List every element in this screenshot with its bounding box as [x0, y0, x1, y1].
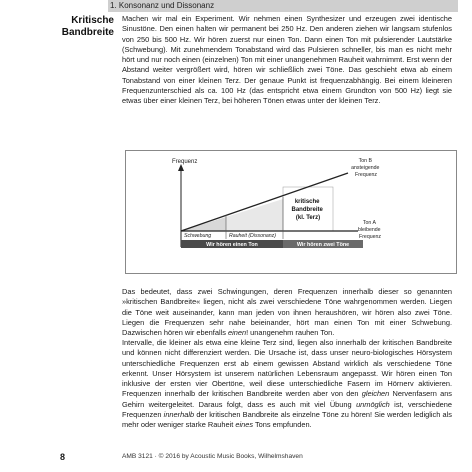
section-title-line1: Kritische — [71, 15, 114, 26]
section-title-line2: Bandbreite — [61, 27, 114, 38]
paragraph-3-emphasis-1: gleichen — [361, 389, 390, 399]
critical-band-diagram — [126, 151, 456, 273]
section-title — [60, 15, 114, 39]
tone-a-label: Ton A bleibende Frequenz — [358, 220, 381, 240]
bar-one-tone-label: Wir hören einen Ton — [206, 242, 258, 248]
paragraph-2-text-b: ! unangenehm rauhen Ton. — [246, 328, 335, 338]
zone-schwebung-label: Schwebung — [184, 233, 212, 239]
critical-band-figure — [125, 150, 457, 274]
band-label: kritische Bandbreite (kl. Terz) — [291, 199, 323, 221]
tone-b-label: Ton B ansteigende Frequenz — [351, 158, 380, 178]
paragraph-3-emphasis-4: eines — [235, 420, 254, 430]
bar-two-tones-label: Wir hören zwei Töne — [296, 242, 350, 248]
paragraph-2-text-a: Das bedeutet, dass zwei Schwingungen, deren Frequenzen innerhalb dieser so genannten »kritischen Bandbreite« liegen, nicht als zwei verschiedene Töne wahrgenommen werden. Liegen die Töne weit auseinander, kann man jeden von ihnen heraushören, wir hören also zwei Töne. Liegen die Frequenzen sehr nahe beieinander, hört man einen Ton mit einer Schwebung. Dazwischen hören wir ebenfalls — [122, 287, 452, 338]
page-number: 8 — [60, 452, 66, 462]
paragraph-3-emphasis-2: unmöglich — [356, 399, 390, 409]
y-axis-label: Frequenz — [172, 159, 198, 165]
paragraph-3-text-e: Tons empfunden. — [253, 420, 312, 430]
paragraph-3-text-a: Intervalle, die kleiner als etwa eine kleine Terz sind, liegen also innerhalb der kritischen Bandbreite und können nicht differenziert werden. Die Ursache ist, dass unser neuro-biologisches Hörsystem unterschiedliche Frequenzen erst ab einem gewissen Abstand wirklich als verschiedene Töne erkennt. Unser Hörsystem ist unserem natürlichen Lebensraum angepasst. Wir hören einen Ton inklusive der ersten vier Obertöne, weil diese unterschiedliche Fasern im Hörnerv aktivieren. Frequenzen innerhalb der kritischen Bandbreite werden aber von den — [122, 338, 452, 399]
paragraph-2-emphasis: einen — [227, 328, 247, 338]
y-axis-arrow — [178, 164, 184, 171]
zone-rauheit-label: Rauheit (Dissonanz) — [229, 233, 276, 239]
paragraph-3-text-d: der kritischen Bandbreite als einzelne Töne zu hören! Sie werden lediglich als mehr oder weniger starke Rauheit — [122, 410, 452, 430]
paragraph-1: Machen wir mal ein Experiment. Wir nehmen einen Synthesizer und erzeugen zwei identische Sinustöne. Den einen halten wir permanent bei 250 Hz. Den anderen ziehen wir langsam stufenlos von 250 bis 500 Hz. Wir hören zuerst nur einen Ton. Dann einen Ton mit pulsierender Lautstärke (Schwebung). Mit zunehmendem Tonabstand wird das Pulsieren schneller, bis man es nicht mehr hört und nur noch einen (einzelnen) Ton mit einer unangenehmen Rauheit wahrnimmt. Erst wenn der Abstand weiter vergrößert wird, hören wir schließlich zwei Töne. Das geschieht etwa ab einem Tonabstand von einer kleinen Terz. Der genaue Punkt ist frequenzabhängig. Bei einem kleineren Frequenzunterschied als ca. 100 Hz (das entspricht etwa einem Grundton von 500 Hz) liegt sie etwas über einer kleinen Terz, bei höheren Tönen etwas unter der kleinen Terz. — [122, 14, 452, 106]
paragraph-3-text-b: Nervenfasern ans Gehirn weitergeleitet. Daraus folgt, dass es auch mit viel Übung — [122, 389, 452, 409]
paragraph-3-emphasis-3: innerhalb — [163, 410, 195, 420]
chapter-header: 1. Konsonanz und Dissonanz — [110, 1, 215, 10]
paragraph-3 — [122, 338, 452, 431]
paragraph-3-text-c: ist, verschiedene Frequenzen — [122, 399, 453, 420]
rauheit-zone — [226, 199, 283, 231]
paragraph-2 — [122, 287, 452, 338]
footer-imprint: AMB 3121 · © 2016 by Acoustic Music Books, Wilhelmshaven — [122, 453, 303, 460]
